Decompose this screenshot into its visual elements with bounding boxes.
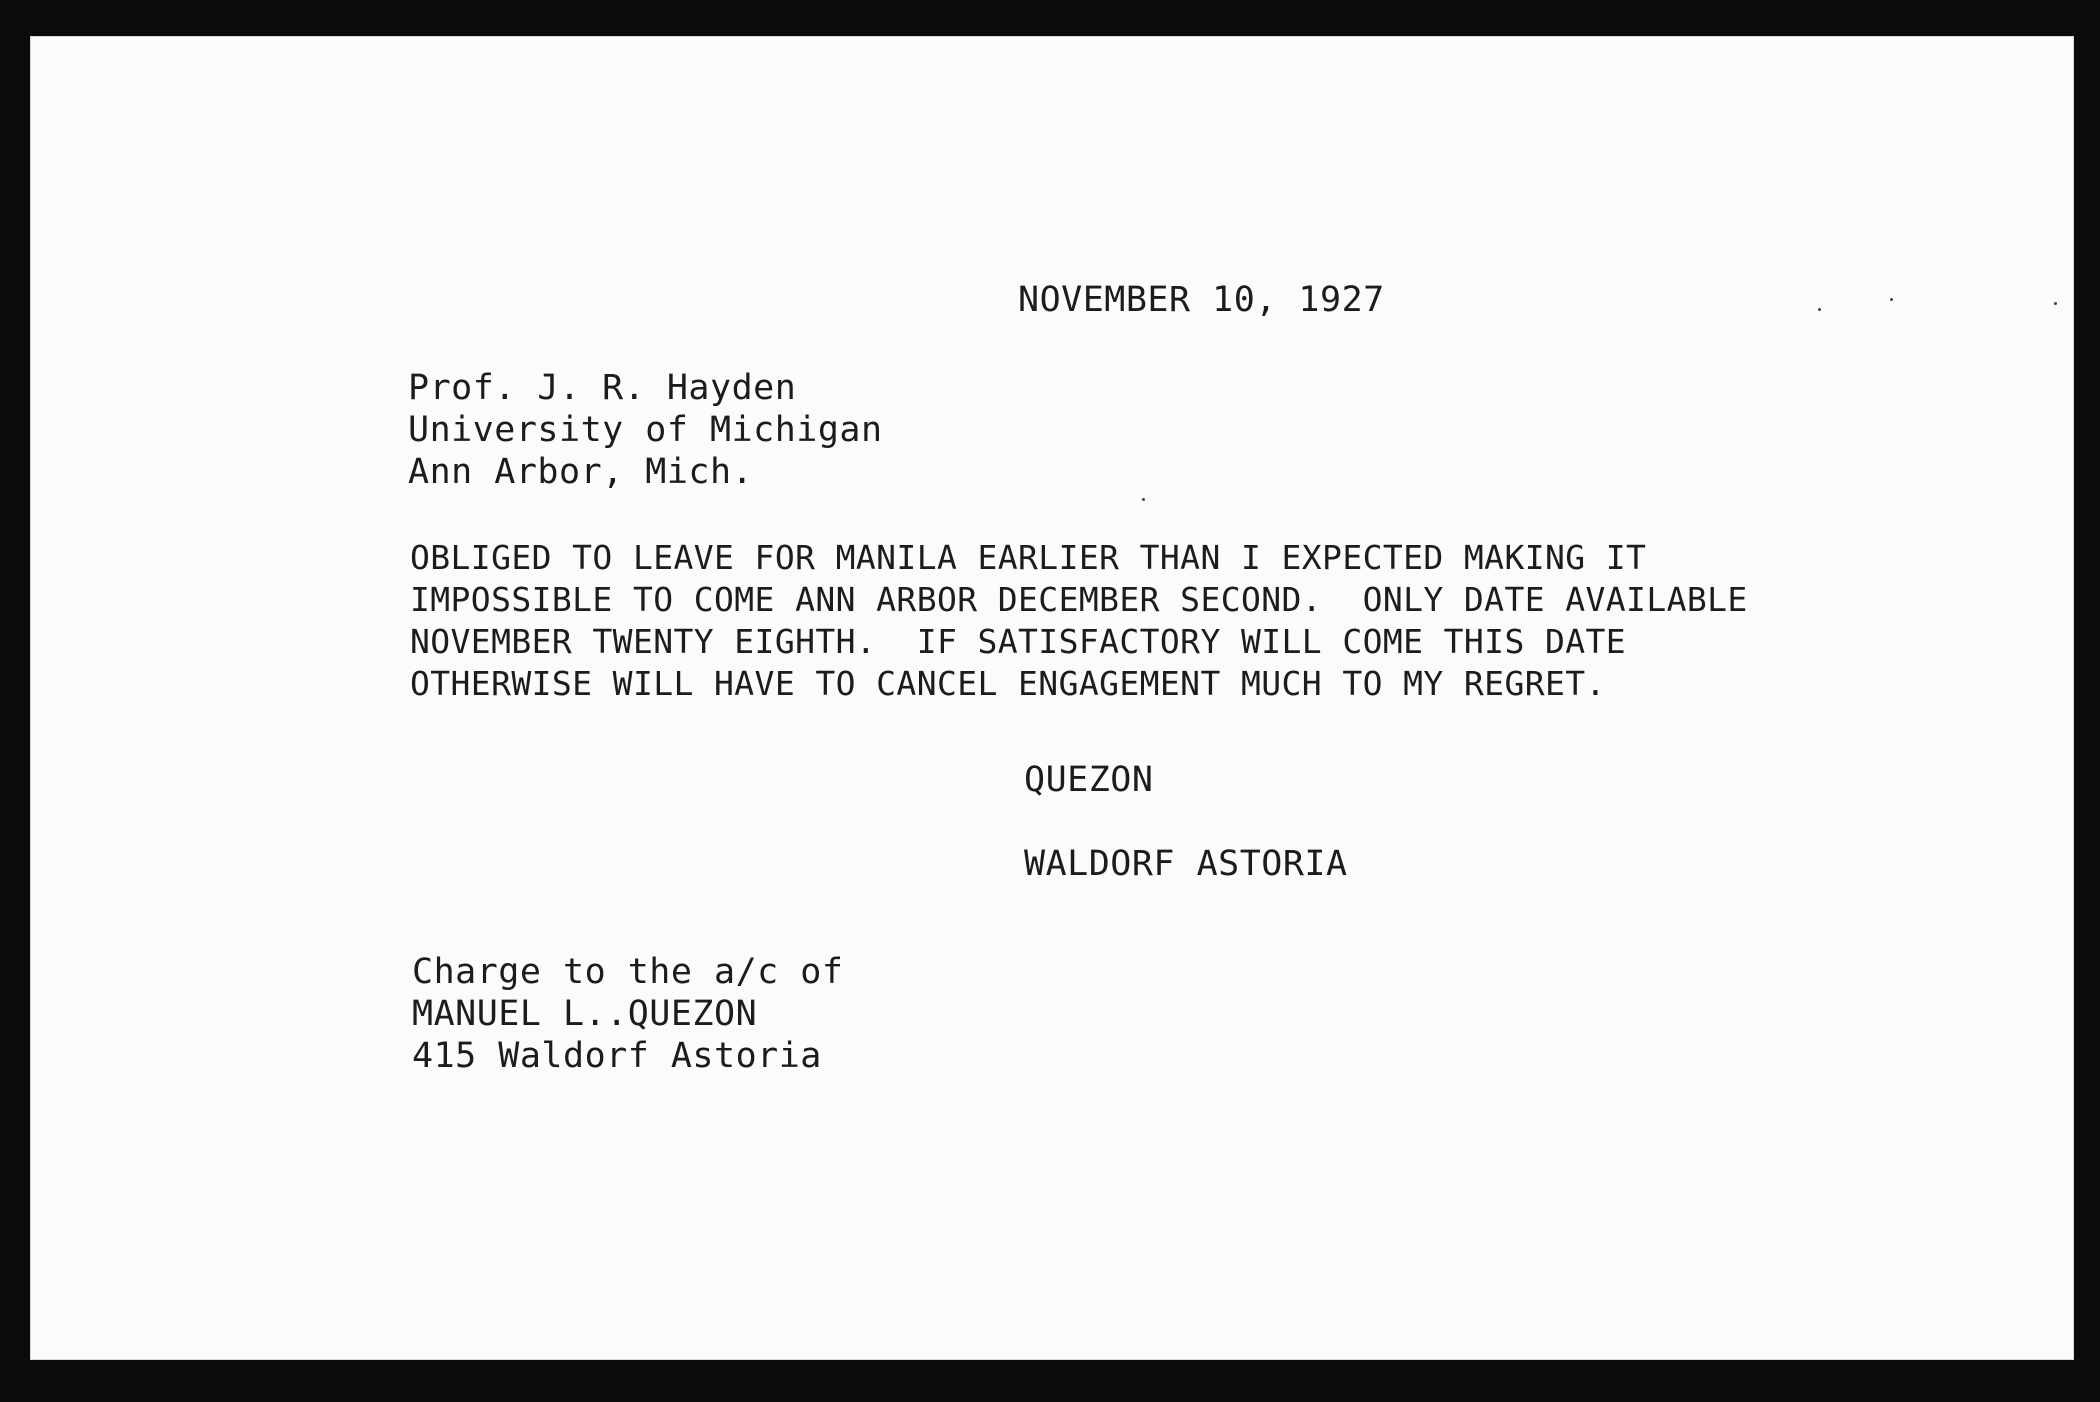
message-line-2: IMPOSSIBLE TO COME ANN ARBOR DECEMBER SECOND. ONLY DATE AVAILABLE xyxy=(410,580,1748,619)
charge-account-address: 415 Waldorf Astoria xyxy=(412,1036,822,1076)
typed-letter-page xyxy=(30,36,2074,1360)
ink-speck xyxy=(1142,498,1145,501)
charge-label: Charge to the a/c of xyxy=(412,952,844,992)
message-line-4: OTHERWISE WILL HAVE TO CANCEL ENGAGEMENT MUCH TO MY REGRET. xyxy=(410,664,1606,703)
recipient-name: Prof. J. R. Hayden xyxy=(408,368,797,408)
ink-speck xyxy=(1818,308,1821,311)
sender-location: WALDORF ASTORIA xyxy=(1024,844,1348,884)
recipient-institution: University of Michigan xyxy=(408,410,883,450)
charge-account-name: MANUEL L..QUEZON xyxy=(412,994,758,1034)
message-line-3: NOVEMBER TWENTY EIGHTH. IF SATISFACTORY WILL COME THIS DATE xyxy=(410,622,1627,661)
ink-speck xyxy=(1890,298,1893,301)
letter-date: NOVEMBER 10, 1927 xyxy=(1018,280,1385,320)
ink-speck xyxy=(2054,302,2057,305)
recipient-city: Ann Arbor, Mich. xyxy=(408,452,754,492)
message-line-1: OBLIGED TO LEAVE FOR MANILA EARLIER THAN I EXPECTED MAKING IT xyxy=(410,538,1647,577)
signature-name: QUEZON xyxy=(1024,760,1154,800)
